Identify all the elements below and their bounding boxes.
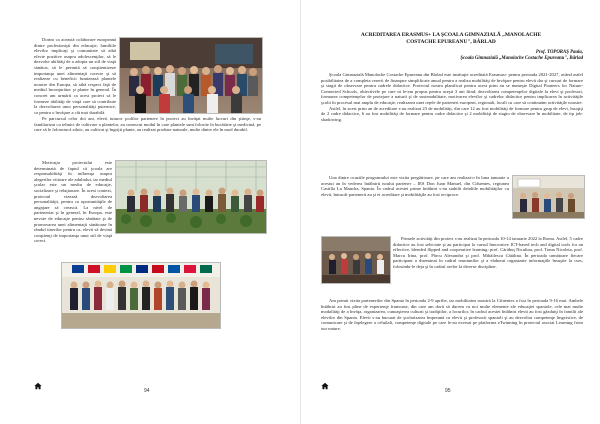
home-icon[interactable]: [321, 382, 329, 390]
paragraph-4-text: Primele activităţi din proiect s-au realizat în perioada 10-14 ianuarie 2022 la Roma. Astfel, 5 cadre didactice au fost selectate şi au participat la cursul Innovative ICT-based tech and digital tools for an effective, blended flipped and cooperative learning: prof. Cărăbuţ Niculina, prof. Toma Nicoleta, prof. Marcu Irina, prof. Pârcu Alexandra şi prof. Mihăilescu Cătălina. În perioada următoare fiecare participant a diseminat în cadrul reuniunilor şi a elaborat organizate informaţiile însuşite la curs, folosindu-le deja şi în cadrul orelor la diverse discipline.: [393, 236, 583, 269]
motivation-paragraph: [34, 160, 112, 244]
paragraph-1-text: Şcoala Gimnazială Manolache Costache Epureanu din Bârlad este instituţie acreditată Erasmus+ pentru perioada 2021-2027, având astfel posibilitatea de a completa cererii de finanţare simplificate anual pentru a realiza mobilităţi de învăţare pentru elevii dar şi cursuri de formare şi stagii de observare pentru cadrele didactice. Proiectul nostru planificat pentru acest prim an se numeşte Digital Pioneers for Nature-Connected Schools, obiectivele pe care ni le-am propus pentru aceşti 3 ani fiind: dezvoltarea competenţelor digitale la elevi şi profesori, formarea competenţelor de protejare a naturii şi de sustenabilitate, motivarea elevilor şi cadrelor didactice pentru implicarea în activităţile şcolii în procesul mai amplu de educaţie, realizarea unei reţele de parteneri europeni, regionali, locali cu care să continuăm activităţile noastre.: [321, 72, 583, 105]
course-photo-rome-image: [322, 237, 390, 283]
home-icon[interactable]: [34, 382, 42, 390]
group-photo-classroom-image: [120, 38, 262, 113]
flags-group-photo: [61, 262, 221, 329]
classroom-photo-spain-image: [513, 176, 584, 218]
motivation-text: Motivaţia proiectului este determinată de faptul că şcoala are responsabilităţi în influenţa asupra alegerilor viitoare ale adultului, iar mediul şcolar este un mediu de educaţie, socializare şi relaţionare. În acest context, proiectul vizează dezvoltarea personalităţii, pentru ca oportunităţile de angajare să crească. La nivel de parteneriat şi în general, în Europa, este nevoie de educaţie pentru sănătate şi de promovarea unei alimentaţii sănătoase în rândul tinerilor pentru ca, elevii să devină conştienţi de importanţa unui stil de viaţă corect.: [34, 160, 112, 244]
paragraph-3-text: Una dintre ocaziile programului este vizita pregătitoare, pe care am realizat-o în luna ianuarie a acestui an în vederea întâlnirii noului partener – IES Don Juan Manuel, din Cifuentes, regiunea Castilla La Mancha, Spania. În cadrul acestei prime întâlniri s-au stabilit detaliile mobilităţilor cu elevii, întrucât partenerii au şi ei acreditare şi mobilităţile au fost reciproce.: [321, 175, 509, 197]
flags-group-photo-image: [62, 263, 220, 328]
paragraph-5-text: Am primit vizita partenerilor din Spania în perioada 2-9 aprilie, iar mobilitatea noastră la Cifuentes a fost în perioada 9-16 mai. Ambele întâlniri au fost pline de experienţe frumoase, din care am dorit să ducem cu noi multe elemente ale educaţiei spaniole, cele mai multe modalităţi de a învăţa, organizarea, cunoaşterea culturii şi tradiţiilor, a locurilor, în cadrul acestei întâlniri elevii au fost găzduiţi în familii ale elevilor din Spania. Elevii s-au bucurat de şcolarizarea împreună cu elevii şi profesorii spanioli şi au dezvoltat competenţe lingvistice, de comunicare şi de înţelegere a celuilalt, competenţe digitale pe care le-au exersat pe platforma eTwinning în proiectul asociat Learning from our nature.: [321, 298, 583, 331]
classroom-photo-spain: [512, 175, 585, 219]
greenhouse-photo-image: [116, 161, 266, 233]
paragraph-5: [321, 298, 583, 332]
course-photo-rome: [321, 236, 391, 284]
paragraph-1: [321, 72, 583, 122]
intro-paragraph: [34, 37, 116, 115]
right-page: [301, 0, 600, 424]
paragraph-2-text: Astfel, în acest prim an de acreditare s-au realizat 23 de mobilităţi, din care 12 au fost mobilităţi de formare pentru grup de elevi, însoţiţi de 2 cadre didactice, 6 au fost mobilităţi de formare pentru cadre didactice şi 2 mobilităţi de stagiu de observare în mobilitate, de tip job-shadowing.: [321, 105, 583, 122]
paragraph-4: [393, 236, 583, 270]
greenhouse-photo: [115, 160, 267, 234]
author-name: Prof. TOPORAŞ Paula,: [535, 50, 583, 55]
activity-text: Pe parcursul celor doi ani, elevii tuturor şcolilor partenere în proiect au învăţat multe lucruri din ştiinţe, s-au familiarizat cu tehnici de cultivare a plantelor, au cunoscut modul în care plantele sunt folosite în bucătărie şi medicină, pe care să le folosească zilnic, au cultivat şi îngrijit plante, au realizat produse naturale, multe dintre ele în mod durabil.: [34, 116, 261, 133]
page-number-left: 94: [144, 388, 150, 394]
article-title: [321, 32, 581, 45]
group-photo-classroom: [119, 37, 263, 114]
page-number-right: 95: [445, 388, 451, 394]
article-title-line2: COSTACHE EPUREANU", BÂRLAD: [406, 38, 496, 45]
paragraph-3: [321, 175, 509, 197]
article-author: [321, 50, 583, 62]
article-title-line1: ACREDITAREA ERASMUS+ LA ŞCOALA GIMNAZIALĂ „MANOLACHE: [360, 32, 542, 38]
author-school: Şcoala Gimnazială „Manolache Costache Epureanu", Bârlad: [460, 55, 583, 61]
activity-paragraph: [34, 116, 261, 133]
intro-text: Dorim ca această colaborare europeană dintre profesionişti din educaţie, familiile elevilor implicaţi şi comunitate să aibă efecte pozitive asupra adolescenţilor, să le dezvolte abilităţi de a adopta un stil de viaţă sănătos, să le permită să conştientizeze importanţa unei alimentaţii corecte şi să realizeze cu beneficii fumizează plantele noastre din Europa, să aibă respect faţă de mediul înconjurător şi plante în general. În concret am urmărit ca acest proiect să le formeze abilităţi de viaţă care să contribuie la dezvoltarea unor personalităţi puternice, ca pentru o învăţare a cât mai durabilă.: [34, 37, 116, 115]
